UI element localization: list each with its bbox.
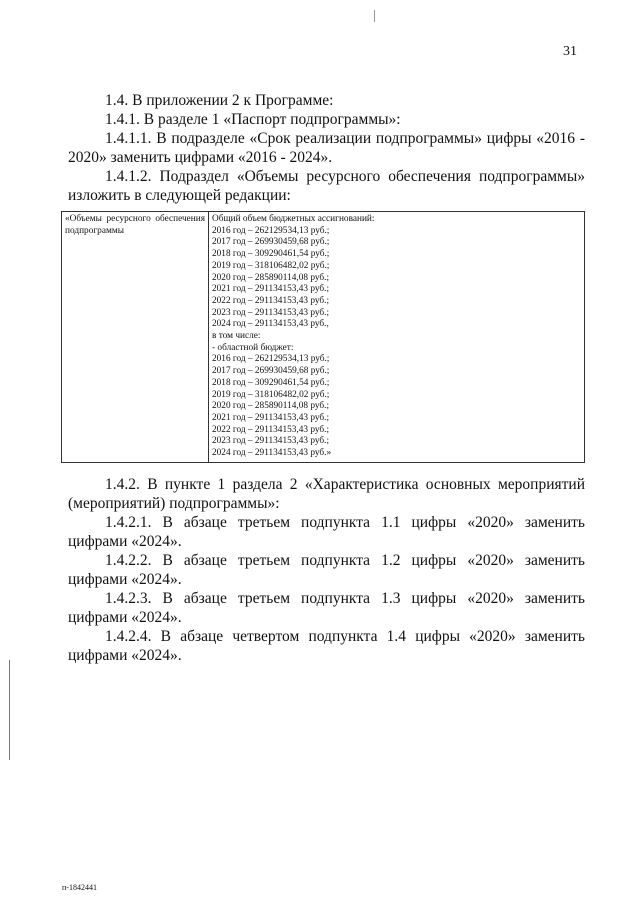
budget-line: 2016 год – 262129534,13 руб.; [212,354,330,365]
paragraph-1-4-2-1: 1.4.2.1. В абзаце третьем подпункта 1.1 цифры «2020» заменить цифрами «2024». [68,514,585,550]
paragraph-1-4-1-1: 1.4.1.1. В подразделе «Срок реализации подпрограммы» цифры «2016 - 2020» заменить цифрами «2016 - 2024». [68,130,585,166]
budget-line: 2022 год – 291134153,43 руб.; [212,295,330,306]
budget-line: - областной бюджет: [212,342,294,353]
budget-line: 2024 год – 291134153,43 руб., [212,319,329,330]
scan-mark [374,10,375,22]
paragraph-1-4-2-2: 1.4.2.2. В абзаце третьем подпункта 1.2 цифры «2020» заменить цифрами «2024». [68,552,585,588]
budget-line: 2023 год – 291134153,43 руб.; [212,436,330,447]
budget-line: 2017 год – 269930459,68 руб.; [212,237,330,248]
budget-line: 2016 год – 262129534,13 руб.; [212,225,330,236]
paragraph-1-4-2: 1.4.2. В пункте 1 раздела 2 «Характеристика основных мероприятий (мероприятий) подпрограммы»: [68,476,585,512]
budget-line: 2019 год – 318106482,02 руб.; [212,389,330,400]
budget-line: 2018 год – 309290461,54 руб.; [212,249,330,260]
budget-line: 2024 год – 291134153,43 руб.» [212,448,332,459]
paragraph-1-4-1-2: 1.4.1.2. Подраздел «Объемы ресурсного обеспечения подпрограммы» изложить в следующей редакции: [68,168,585,204]
budget-line: в том числе: [212,331,261,342]
paragraph-1-4: 1.4. В приложении 2 к Программе: [105,92,334,109]
budget-line: 2023 год – 291134153,43 руб.; [212,307,330,318]
budget-line: 2020 год – 285890114,08 руб.; [212,272,330,283]
page-number: 31 [563,44,577,59]
paragraph-1-4-1: 1.4.1. В разделе 1 «Паспорт подпрограммы»: [105,111,401,128]
budget-line: 2018 год – 309290461,54 руб.; [212,377,330,388]
table-right-cell [209,212,585,463]
paragraph-1-4-2-3: 1.4.2.3. В абзаце третьем подпункта 1.3 цифры «2020» заменить цифрами «2024». [68,590,585,626]
budget-line: Общий объем бюджетных ассигнований: [212,214,375,224]
top-section [68,91,585,205]
table-left-cell: «Объемы ресурсного обеспечения подпрограммы [62,212,209,463]
budget-line: 2021 год – 291134153,43 руб.; [212,412,330,423]
resource-table [61,211,585,463]
budget-line: 2019 год – 318106482,02 руб.; [212,260,330,271]
budget-line: 2017 год – 269930459,68 руб.; [212,366,330,377]
budget-line: 2020 год – 285890114,08 руб.; [212,401,330,412]
scan-artifact-line [9,660,10,760]
budget-line: 2021 год – 291134153,43 руб.; [212,284,330,295]
bottom-section [68,475,585,665]
budget-line: 2022 год – 291134153,43 руб.; [212,424,330,435]
paragraph-1-4-2-4: 1.4.2.4. В абзаце четвертом подпункта 1.4 цифры «2020» заменить цифрами «2024». [68,628,585,664]
footer-code: п-1842441 [62,883,97,892]
